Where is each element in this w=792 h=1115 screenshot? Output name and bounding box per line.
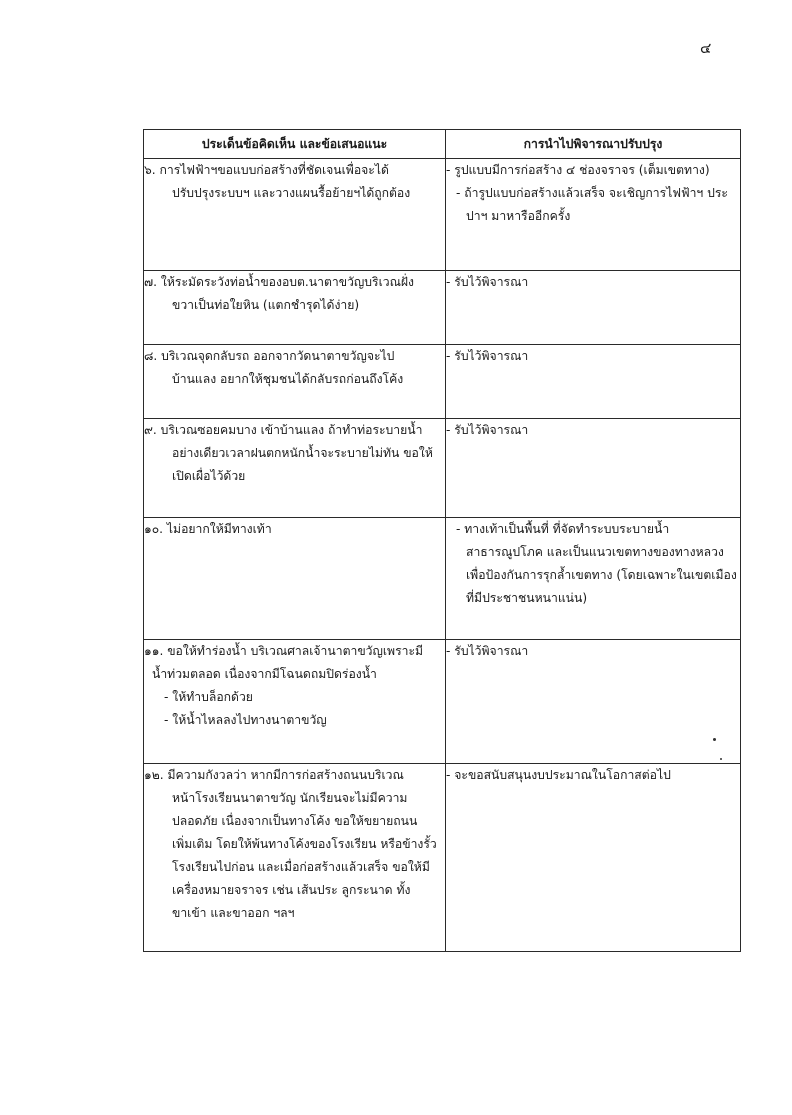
table-row <box>144 419 741 518</box>
issue-line: ปรับปรุงระบบฯ และวางแผนรื้อย้ายฯได้ถูกต้อง <box>172 186 411 200</box>
response-item: - จะขอสนับสนุนงบประมาณในโอกาสต่อไป <box>446 768 671 782</box>
table-header-row <box>144 130 741 159</box>
issue-line: อย่างเดียวเวลาฝนตกหนักน้ำจะระบายไม่ทัน ขอให้ <box>172 446 433 460</box>
table-row <box>144 345 741 419</box>
issue-line: ๑๒. มีความกังวลว่า หากมีการก่อสร้างถนนบริเวณ <box>144 768 404 782</box>
issue-line: ๑๑. ขอให้ทำร่องน้ำ บริเวณศาลเจ้านาตาขวัญเพราะมี <box>144 644 424 658</box>
scan-speck <box>720 758 722 760</box>
issue-line: เครื่องหมายจราจร เช่น เส้นประ ลูกระนาด ทั้ง <box>172 883 411 897</box>
response-item: - รับไว้พิจารณา <box>446 275 529 289</box>
response-cell <box>446 271 741 345</box>
table-row <box>144 271 741 345</box>
issue-line: ขาเข้า และขาออก ฯลฯ <box>172 906 295 920</box>
issue-line: น้ำท่วมตลอด เนื่องจากมีโฉนดถมปิดร่องน้ำ <box>152 667 377 681</box>
issue-cell <box>144 345 446 419</box>
page-number: ๔ <box>700 39 712 57</box>
issue-cell <box>144 419 446 518</box>
issue-line: ๙. บริเวณซอยคมบาง เข้าบ้านแลง ถ้าทำท่อระบายน้ำ <box>144 423 423 437</box>
comments-table <box>143 129 741 952</box>
header-issue: ประเด็นข้อคิดเห็น และข้อเสนอแนะ <box>144 130 446 159</box>
issue-line: โรงเรียนไปก่อน และเมื่อก่อสร้างแล้วเสร็จ ขอให้มี <box>172 860 430 874</box>
response-cell <box>446 764 741 952</box>
response-item: - รับไว้พิจารณา <box>446 423 529 437</box>
table-row <box>144 159 741 271</box>
header-response: การนำไปพิจารณาปรับปรุง <box>446 130 741 159</box>
response-cell <box>446 518 741 640</box>
issue-line: หน้าโรงเรียนนาตาขวัญ นักเรียนจะไม่มีความ <box>172 791 408 805</box>
issue-cell <box>144 271 446 345</box>
response-item: - ถ้ารูปแบบก่อสร้างแล้วเสร็จ จะเชิญการไฟฟ้าฯ ประปาฯ มาหารืออีกครั้ง <box>456 186 728 223</box>
response-item: - รับไว้พิจารณา <box>446 644 529 658</box>
response-item: - รับไว้พิจารณา <box>446 349 529 363</box>
issue-sub-item: - ให้ทำบล็อกด้วย <box>164 690 253 704</box>
table-row <box>144 764 741 952</box>
response-item: - รูปแบบมีการก่อสร้าง ๔ ช่องจราจร (เต็มเขตทาง) <box>446 163 710 177</box>
issue-cell <box>144 518 446 640</box>
issue-line: ๑๐. ไม่อยากให้มีทางเท้า <box>144 522 272 536</box>
response-cell <box>446 159 741 271</box>
response-cell <box>446 419 741 518</box>
response-cell <box>446 345 741 419</box>
issue-line: ขวาเป็นท่อใยหิน (แตกชำรุดได้ง่าย) <box>172 298 360 312</box>
issue-line: บ้านแลง อยากให้ชุมชนได้กลับรถก่อนถึงโค้ง <box>172 372 404 386</box>
table-row <box>144 640 741 764</box>
response-item: - ทางเท้าเป็นพื้นที่ ที่จัดทำระบบระบายน้ำ สาธารณูปโภค และเป็นแนวเขตทางของทางหลวง เพื่อป้องกันการรุกล้ำเขตทาง (โดยเฉพาะในเขตเมืองที่มีประชาชนหนาแน่น) <box>456 522 737 605</box>
response-cell <box>446 640 741 764</box>
issue-line: เพิ่มเติม โดยให้พ้นทางโค้งของโรงเรียน หรือข้างรั้ว <box>172 837 437 851</box>
issue-line: ๗. ให้ระมัดระวังท่อน้ำของอบต.นาตาขวัญบริเวณฝั่ง <box>144 275 414 289</box>
issue-cell <box>144 764 446 952</box>
issue-line: ๘. บริเวณจุดกลับรถ ออกจากวัดนาตาขวัญจะไป <box>144 349 395 363</box>
issue-cell <box>144 640 446 764</box>
scan-speck <box>713 738 716 741</box>
issue-line: ปลอดภัย เนื่องจากเป็นทางโค้ง ขอให้ขยายถนน <box>172 814 418 828</box>
issue-line: ๖. การไฟฟ้าฯขอแบบก่อสร้างที่ชัดเจนเพื่อจะได้ <box>144 163 389 177</box>
table-row <box>144 518 741 640</box>
issue-line: เปิดเผื่อไว้ด้วย <box>172 469 246 483</box>
issue-sub-item: - ให้น้ำไหลลงไปทางนาตาขวัญ <box>164 713 327 727</box>
issue-cell <box>144 159 446 271</box>
